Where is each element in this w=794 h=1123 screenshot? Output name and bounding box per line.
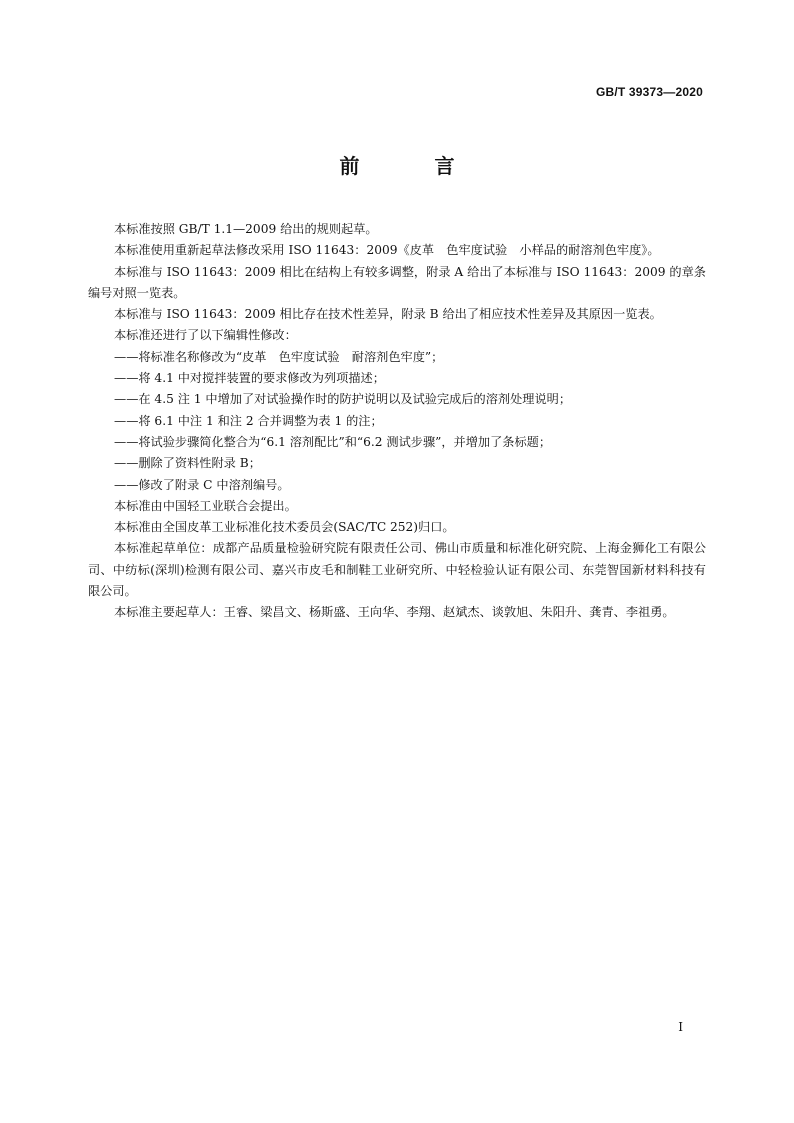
- paragraph-editorial-intro: 本标准还进行了以下编辑性修改：: [114, 328, 297, 343]
- edit-item: ——将试验步骤简化整合为“6.1 溶剂配比”和“6.2 测试步骤”，并增加了条标题；: [114, 434, 552, 449]
- edit-item: ——在 4.5 注 1 中增加了对试验操作时的防护说明以及试验完成后的溶剂处理说明；: [114, 392, 572, 407]
- edit-item: ——删除了资料性附录 B；: [114, 456, 261, 471]
- paragraph-technical-differences: 本标准与 ISO 11643：2009 相比存在技术性差异，附录 B 给出了相应技术性差异及其原因一览表。: [114, 307, 662, 322]
- edit-item: ——将 6.1 中注 1 和注 2 合并调整为表 1 的注；: [114, 413, 383, 428]
- paragraph-drafting-units: 本标准起草单位：成都产品质量检验研究院有限责任公司、佛山市质量和标准化研究院、上海金狮化工有限公司、中纺标(深圳)检测有限公司、嘉兴市皮毛和制鞋工业研究所、中轻检验认证有限公司、东莞智国新材料科技有限公司。: [88, 541, 706, 599]
- edit-item: ——将标准名称修改为“皮革 色牢度试验 耐溶剂色牢度”；: [114, 349, 444, 364]
- document-body: [88, 219, 706, 624]
- page-title: 前 言: [339, 154, 489, 178]
- edit-item: ——将 4.1 中对搅拌装置的要求修改为列项描述；: [114, 371, 385, 386]
- paragraph-structure-differences: 本标准与 ISO 11643：2009 相比在结构上有较多调整，附录 A 给出了本标准与 ISO 11643：2009 的章条编号对照一览表。: [88, 264, 706, 300]
- edit-item: ——修改了附录 C 中溶剂编号。: [114, 477, 290, 492]
- standard-code: GB/T 39373—2020: [595, 85, 703, 99]
- paragraph-drafters: 本标准主要起草人：王睿、梁昌文、杨斯盛、王向华、李翔、赵斌杰、谈敦旭、朱阳升、龚青、李祖勇。: [114, 605, 675, 620]
- page-number: I: [678, 1020, 683, 1034]
- paragraph-adoption: 本标准使用重新起草法修改采用 ISO 11643：2009《皮革 色牢度试验 小样品的耐溶剂色牢度》。: [114, 243, 660, 258]
- paragraph-committee: 本标准由全国皮革工业标准化技术委员会(SAC/TC 252)归口。: [114, 520, 455, 535]
- paragraph-drafting-rules: 本标准按照 GB/T 1.1—2009 给出的规则起草。: [114, 222, 378, 236]
- paragraph-proposer: 本标准由中国轻工业联合会提出。: [114, 498, 297, 513]
